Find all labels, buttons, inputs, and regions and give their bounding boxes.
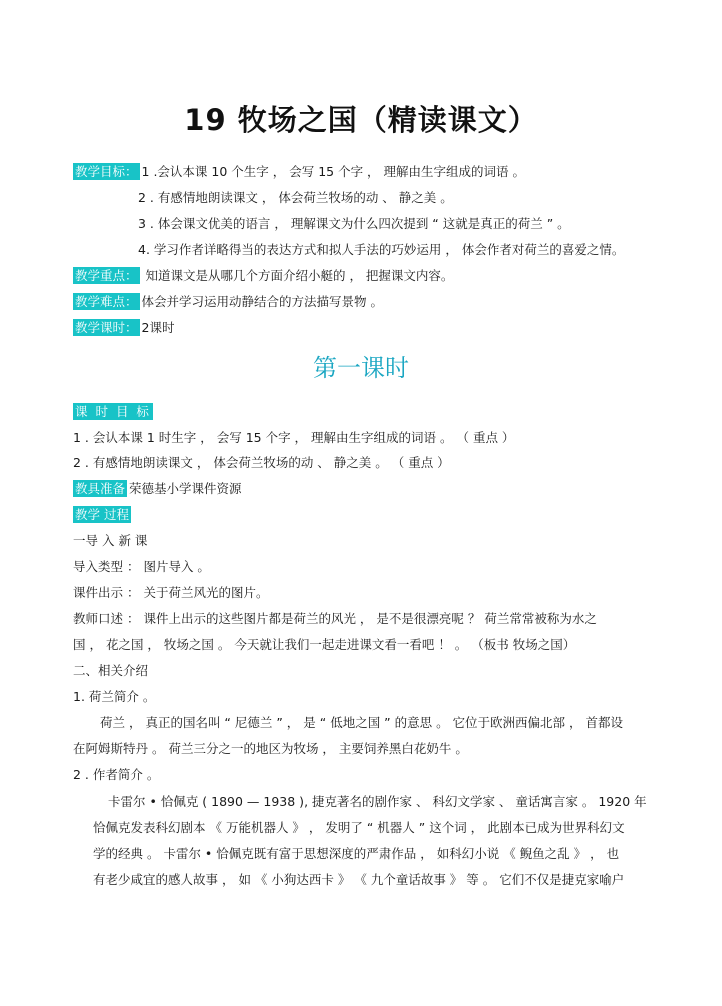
difficulties-tag: 教学难点： xyxy=(75,294,138,309)
objectives-line-1 xyxy=(73,162,525,182)
author-para-4: 有老少咸宜的感人故事 ， 如 《 小狗达西卡 》 《 九个童话故事 》 等 。 它们不仅是捷克家喻户 xyxy=(93,872,625,887)
lesson-goals-tag-line xyxy=(73,402,155,422)
hours-text: 2课时 xyxy=(141,320,175,335)
key-points-line xyxy=(73,266,453,286)
author-para-1: 卡雷尔 • 恰佩克 ( 1890 — 1938 ), 捷克著名的剧作家 、 科幻文学家 、 童话寓言家 。 1920 年 xyxy=(108,794,647,809)
process-tag: 教学 过程 xyxy=(75,507,129,522)
holland-heading: 1. 荷兰简介 。 xyxy=(73,689,156,704)
teacher-speech-1: 教师口述 ： 课件上出示的这些图片都是荷兰的风光 ， 是不是很漂亮呢 ？ 荷兰常常被称为水之 xyxy=(73,611,597,626)
related-heading: 二、相关介绍 xyxy=(73,663,149,678)
hours-line xyxy=(73,318,174,338)
difficulties-line xyxy=(73,292,383,312)
page-title: 19 牧场之国（精读课文） xyxy=(184,103,538,137)
prep-tag: 教具准备 xyxy=(75,481,126,496)
objectives-tag: 教学目标： xyxy=(75,164,138,179)
lesson-goal-item: 2 . 有感情地朗读课文 ， 体会荷兰牧场的动 、 静之美 。 （ 重点 ） xyxy=(73,455,450,470)
process-line xyxy=(73,505,133,525)
objective-item: 4. 学习作者详略得当的表达方式和拟人手法的巧妙运用 ， 体会作者对荷兰的喜爱之情。 xyxy=(138,242,625,257)
teacher-speech-2: 国 ， 花之国 ， 牧场之国 。 今天就让我们一起走进课文看一看吧 ！ 。 （板书 牧场之国） xyxy=(73,637,576,652)
intro-type: 导入类型 ： 图片导入 。 xyxy=(73,559,210,574)
hours-tag: 教学课时： xyxy=(75,320,138,335)
author-para-2: 恰佩克发表科幻剧本 《 万能机器人 》 ， 发明了 “ 机器人 ” 这个词 ， 此剧本已成为世界科幻文 xyxy=(93,820,625,835)
author-para-3: 学的经典 。 卡雷尔 • 恰佩克既有富于思想深度的严肃作品 ， 如科幻小说 《 鲵鱼之乱 》 ， 也 xyxy=(93,846,620,861)
intro-heading: 一导 入 新 课 xyxy=(73,533,148,548)
key-points-tag: 教学重点： xyxy=(75,268,138,283)
courseware-show: 课件出示 ： 关于荷兰风光的图片。 xyxy=(73,585,269,600)
objective-item: 2 . 有感情地朗读课文 ， 体会荷兰牧场的动 、 静之美 。 xyxy=(138,190,453,205)
objective-item: 3 . 体会课文优美的语言 ， 理解课文为什么四次提到 “ 这就是真正的荷兰 ” 。 xyxy=(138,216,570,231)
objective-item: 1 .会认本课 10 个生字 ， 会写 15 个字 ， 理解由生字组成的词语 。 xyxy=(141,164,525,179)
lesson-goal-item: 1 . 会认本课 1 时生字 ， 会写 15 个字 ， 理解由生字组成的词语 。 （ 重点 ） xyxy=(73,430,515,445)
difficulties-text: 体会并学习运用动静结合的方法描写景物 。 xyxy=(141,294,383,309)
section-subtitle: 第一课时 xyxy=(313,354,409,382)
key-points-text: 知道课文是从哪几个方面介绍小艇的 ， 把握课文内容。 xyxy=(141,268,454,283)
lesson-goals-tag: 课 时 目 标 xyxy=(75,404,151,419)
prep-line xyxy=(73,479,242,499)
holland-para-1: 荷兰 ， 真正的国名叫 “ 尼德兰 ” ， 是 “ 低地之国 ” 的意思 。 它位于欧洲西偏北部 ， 首都设 xyxy=(100,715,624,730)
prep-text: 荣德基小学课件资源 xyxy=(129,481,242,496)
author-heading: 2 . 作者简介 。 xyxy=(73,767,160,782)
holland-para-2: 在阿姆斯特丹 。 荷兰三分之一的地区为牧场 ， 主要饲养黑白花奶牛 。 xyxy=(73,741,468,756)
